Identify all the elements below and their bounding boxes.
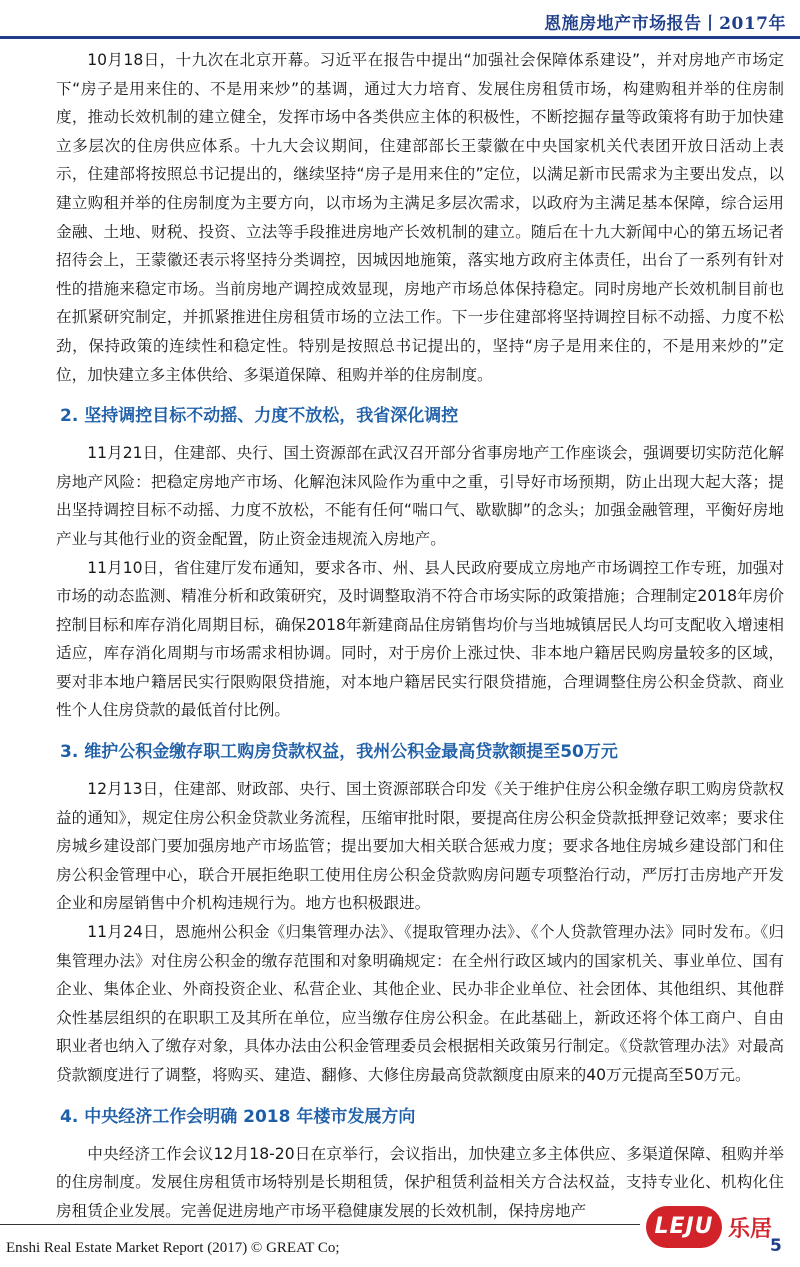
paragraph: 11月10日，省住建厅发布通知，要求各市、州、县人民政府要成立房地产市场调控工作专班，加强对市场的动态监测、精准分析和政策研究，及时调整取消不符合市场实际的政策措施；合理制定2018年房价控制目标和库存消化周期目标，确保2018年新建商品住房销售均价与当地城镇居民人均可支配收入增速相适应，库存消化周期与市场需求相协调。同时，对于房价上涨过快、非本地户籍居民购房量较多的区域，要对非本地户籍居民实行限购限贷措施，对本地户籍居民实行限贷措施，合理调整住房公积金贷款、商业性个人住房贷款的最低首付比例。 [56, 558, 784, 720]
header-divider [0, 36, 800, 39]
paragraph: 10月18日，十九次在北京开幕。习近平在报告中提出“加强社会保障体系建设”，并对房地产市场定下“房子是用来住的、不是用来炒”的基调，通过大力培育、发展住房租赁市场，构建购租并举的住房制度，推动长效机制的建立健全，发挥市场中各类供应主体的积极性，不断挖掘存量等政策将有助于加快建立多层次的住房供应体系。十九大会议期间，住建部部长王蒙徽在中央国家机关代表团开放日活动上表示，住建部将按照总书记提出的，继续坚持“房子是用来住的”定位，以满足新市民需求为主要出发点，以建立购租并举的住房制度为主要方向，以市场为主满足多层次需求，以政府为主满足基本保障，综合运用金融、土地、财税、投资、立法等手段推进房地产长效机制的建立。随后在十九大新闻中心的第五场记者招待会上，王蒙徽还表示将坚持分类调控，因城因地施策，落实地方政府主体责任，出台了一系列有针对性的措施来稳定市场。当前房地产调控成效显现，房地产市场总体保持稳定。同时房地产长效机制目前也在抓紧研究制定，并抓紧推进住房租赁市场的立法工作。下一步住建部将坚持调控目标不动摇、力度不松劲，保持政策的连续性和稳定性。特别是按照总书记提出的，坚持“房子是用来住的，不是用来炒的”定位，加快建立多主体供给、多渠道保障、租购并举的住房制度。 [56, 51, 784, 384]
page-header [0, 0, 800, 40]
document-body [56, 46, 784, 1225]
paragraph: 11月24日，恩施州公积金《归集管理办法》、《提取管理办法》、《个人贷款管理办法》同时发布。《归集管理办法》对住房公积金的缴存范围和对象明确规定：在全州行政区域内的国家机关、事业单位、国有企业、集体企业、外商投资企业、私营企业、其他企业、民办非企业单位、社会团体、其他组织、其他群众性基层组织的在职职工及其所在单位，应当缴存住房公积金。在此基础上，新政还将个体工商户、自由职业者也纳入了缴存对象，具体办法由公积金管理委员会根据相关政策另行制定。《贷款管理办法》对最高贷款额度进行了调整，将购买、建造、翻修、大修住房最高贷款额度由原来的40万元提高至50万元。 [56, 923, 784, 1084]
footer-divider [0, 1224, 640, 1225]
paragraph: 12月13日，住建部、财政部、央行、国土资源部联合印发《关于维护住房公积金缴存职工购房贷款权益的通知》，规定住房公积金贷款业务流程，压缩审批时限，要提高住房公积金贷款抵押登记效率；要求住房城乡建设部门要加强房地产市场监管；提出要加大相关联合惩戒力度；要求各地住房城乡建设部门和住房公积金管理中心，联合开展拒绝职工使用住房公积金贷款购房问题专项整治行动，严厉打击房地产开发企业和房屋销售中介机构违规行为。地方也积极跟进。 [56, 780, 784, 913]
page-number: 5 [770, 1236, 782, 1256]
leju-logo [646, 1204, 786, 1252]
paragraph: 中央经济工作会议12月18-20日在京举行，会议指出，加快建立多主体供应、多渠道保障、租购并举的住房制度。发展住房租赁市场特别是长期租赁，保护租赁利益相关方合法权益，支持专业化、机构化住房租赁企业发展。完善促进房地产市场平稳健康发展的长效机制，保持房地产 [56, 1144, 784, 1220]
paragraph: 11月21日，住建部、央行、国土资源部在武汉召开部分省事房地产工作座谈会，强调要切实防范化解房地产风险：把稳定房地产市场、化解泡沫风险作为重中之重，引导好市场预期，防止出现大起大落；提出坚持调控目标不动摇、力度不放松，不能有任何“喘口气、歇歇脚”的念头；加强金融管理，平衡好房地产业与其他行业的资金配置，防止资金违规流入房地产。 [56, 444, 784, 548]
logo-badge [646, 1206, 722, 1248]
report-title: 恩施房地产市场报告丨2017年 [544, 14, 786, 34]
section-heading: 2. 坚持调控目标不动摇、力度不放松，我省深化调控 [60, 406, 459, 427]
footer-copyright: Enshi Real Estate Market Report (2017) © GREAT Co; [6, 1240, 340, 1256]
section-heading: 4. 中央经济工作会明确 2018 年楼市发展方向 [60, 1106, 416, 1127]
logo-badge-text: LEJU [654, 1214, 714, 1239]
section-heading: 3. 维护公积金缴存职工购房贷款权益，我州公积金最高贷款额提至50万元 [60, 742, 618, 763]
logo-chinese-text: 乐居 [728, 1217, 773, 1242]
